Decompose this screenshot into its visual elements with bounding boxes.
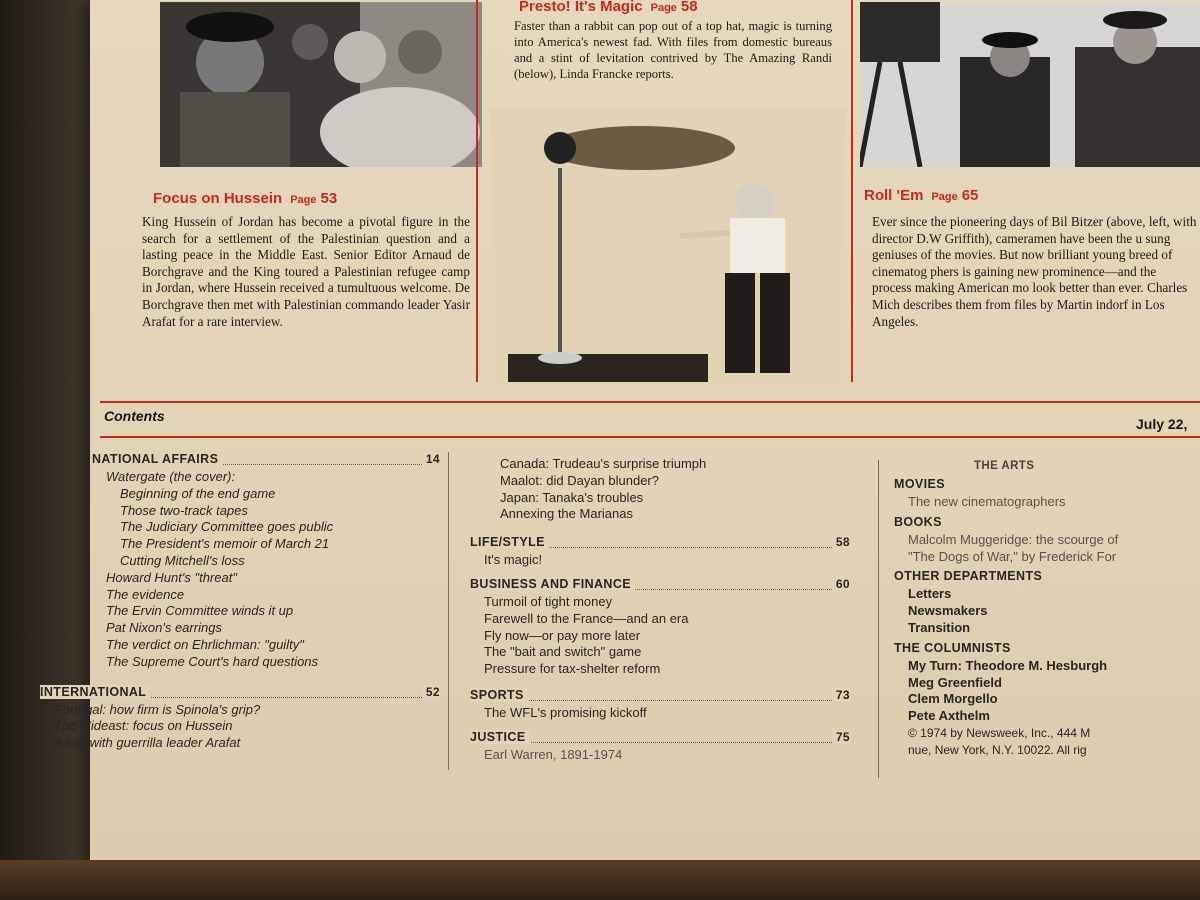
section-national-affairs[interactable]: NATIONAL AFFAIRS 14	[92, 452, 440, 466]
contents-col-1	[40, 452, 440, 752]
list-item[interactable]: Transition	[908, 619, 971, 635]
list-item[interactable]: Pressure for tax-shelter reform	[484, 661, 661, 677]
the-arts-header: THE ARTS	[974, 460, 1035, 472]
business-list	[470, 594, 850, 678]
international-continued-list	[470, 456, 850, 523]
contents-label: Contents	[104, 408, 165, 424]
feature-title-rollem[interactable]: Roll 'Em Page 65	[864, 187, 979, 204]
list-item[interactable]: Maalot: did Dayan blunder?	[500, 472, 659, 488]
issue-date: July 22,	[1136, 416, 1188, 432]
contents-col-3	[894, 460, 1200, 759]
list-item[interactable]: Portugal: how firm is Spinola's grip?	[54, 701, 261, 717]
column-divider	[448, 452, 449, 770]
list-item[interactable]: Farewell to the France—and an era	[484, 610, 689, 626]
list-item[interactable]: The evidence	[106, 586, 185, 602]
list-item[interactable]: Watergate (the cover):	[106, 469, 236, 484]
hussein-photo	[160, 2, 482, 167]
feature-text-hussein: King Hussein of Jordan has become a pivotal figure in the search for a settlement of the Palestinian question and a lasting peace in the Middle East. Senior Editor Arnaud de Borchgrave and the King toured a Palestinian refugee camp in Jordan, where Hussein received a tumultuous welcome. De Borchgrave then met with Palestinian commando leader Yasir Arafat for a rare interview.	[142, 214, 470, 329]
national-affairs-list	[92, 469, 440, 671]
section-movies[interactable]: MOVIES	[894, 477, 946, 491]
list-item[interactable]: Those two-track tapes	[120, 502, 248, 518]
list-item[interactable]: Pete Axthelm	[908, 708, 990, 724]
column-rule	[476, 0, 478, 382]
list-item[interactable]: Canada: Trudeau's surprise triumph	[500, 456, 707, 471]
list-item[interactable]: Pat Nixon's earrings	[106, 620, 222, 636]
section-justice[interactable]: JUSTICE 75	[470, 729, 850, 744]
list-item[interactable]: The Mideast: focus on Hussein	[54, 718, 233, 734]
list-item[interactable]: Japan: Tanaka's troubles	[500, 489, 644, 505]
page-edge	[0, 860, 1200, 900]
list-item[interactable]: Malcolm Muggeridge: the scourge of	[908, 531, 1119, 547]
list-item[interactable]: Turmoil of tight money	[484, 593, 613, 609]
list-item[interactable]: It's magic!	[484, 552, 543, 568]
list-item[interactable]: The new cinematographers	[908, 494, 1066, 509]
cinematographers-photo	[860, 2, 1200, 167]
list-item[interactable]: The Judiciary Committee goes public	[120, 519, 334, 535]
copyright-line: © 1974 by Newsweek, Inc., 444 M	[908, 725, 1091, 740]
list-item[interactable]: Cutting Mitchell's loss	[120, 552, 245, 568]
list-item[interactable]: Newsmakers	[908, 603, 988, 619]
list-item[interactable]: The verdict on Ehrlichman: "guilty"	[106, 636, 304, 652]
list-item[interactable]: The WFL's promising kickoff	[484, 704, 647, 720]
feature-title-hussein[interactable]: Focus on Hussein Page 53	[153, 190, 338, 207]
list-item[interactable]: Letters	[908, 586, 952, 602]
list-item[interactable]: The President's memoir of March 21	[120, 536, 330, 552]
list-item[interactable]: A talk with guerrilla leader Arafat	[54, 735, 241, 751]
section-business-finance[interactable]: BUSINESS AND FINANCE 60	[470, 576, 850, 591]
feature-text-rollem: Ever since the pioneering days of Bil Bitzer (above, left, with director D.W Griffith), cameramen have been the u sung geniuses of the movies. But now brilliant young breed of cinematog phers is gaining new prominence—and the process making American mo look better than ever. Charles Mich describes them from files by Martin indorf in Los Angeles.	[872, 214, 1197, 329]
contents-rule-bottom	[100, 436, 1200, 438]
section-books[interactable]: BOOKS	[894, 514, 942, 529]
list-item[interactable]: The Supreme Court's hard questions	[106, 653, 319, 669]
levitation-photo	[490, 108, 846, 384]
international-list	[40, 702, 440, 752]
section-the-columnists[interactable]: THE COLUMNISTS	[894, 640, 1011, 655]
feature-title-magic[interactable]: Presto! It's Magic Page 58	[519, 0, 698, 15]
column-rule	[851, 0, 853, 382]
contents-col-2	[470, 456, 850, 764]
list-item[interactable]: The "bait and switch" game	[484, 644, 642, 660]
section-sports[interactable]: SPORTS 73	[470, 687, 850, 702]
copyright-line: nue, New York, N.Y. 10022. All rig	[908, 742, 1087, 757]
list-item[interactable]: Meg Greenfield	[908, 674, 1002, 690]
list-item[interactable]: The Ervin Committee winds it up	[106, 603, 294, 619]
section-life-style[interactable]: LIFE/STYLE 58	[470, 535, 850, 550]
list-item[interactable]: "The Dogs of War," by Frederick For	[908, 548, 1117, 564]
section-other-departments[interactable]: OTHER DEPARTMENTS	[894, 569, 1043, 584]
list-item[interactable]: Earl Warren, 1891-1974	[484, 746, 623, 762]
list-item[interactable]: Annexing the Marianas	[500, 506, 633, 522]
list-item[interactable]: My Turn: Theodore M. Hesburgh	[908, 657, 1108, 673]
list-item[interactable]: Howard Hunt's "threat"	[106, 569, 237, 585]
list-item[interactable]: Clem Morgello	[908, 691, 998, 707]
list-item[interactable]: Beginning of the end game	[120, 485, 276, 501]
section-international[interactable]: INTERNATIONAL 52	[40, 684, 440, 699]
list-item[interactable]: Fly now—or pay more later	[484, 627, 641, 643]
column-divider	[878, 460, 879, 778]
contents-rule-top	[100, 401, 1200, 403]
feature-text-magic: Faster than a rabbit can pop out of a top hat, magic is turning into America's newest fad. With files from domestic bureaus and a stint of levitation contrived by The Amazing Randi (below), Linda Francke reports.	[514, 19, 832, 81]
